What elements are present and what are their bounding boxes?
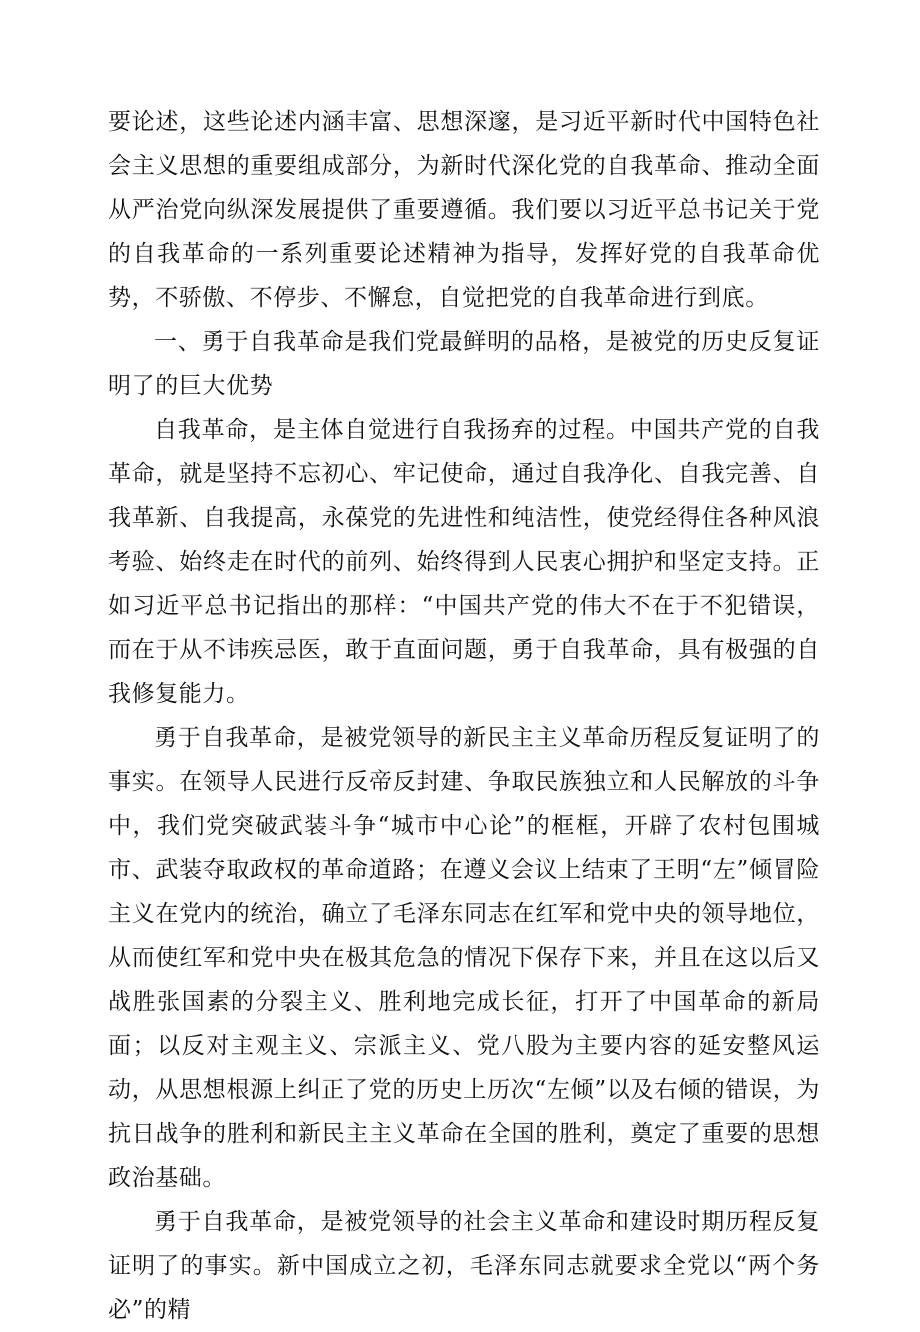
paragraph-intro: 要论述，这些论述内涵丰富、思想深邃，是习近平新时代中国特色社会主义思想的重要组成部分，为新时代深化党的自我革命、推动全面从严治党向纵深发展提供了重要遵循。我们要以习近平总书记关于党的自我革命的一系列重要论述精神为指导，发挥好党的自我革命优势，不骄傲、不停步、不懈怠，自觉把党的自我革命进行到底。 bbox=[108, 109, 820, 311]
paragraph-socialist-construction: 勇于自我革命，是被党领导的社会主义革命和建设时期历程反复证明了的事实。新中国成立之初，毛泽东同志就要求全党以“两个务必”的精 bbox=[108, 1209, 820, 1323]
paragraph-new-democratic-revolution: 勇于自我革命，是被党领导的新民主主义革命历程反复证明了的事实。在领导人民进行反帝反封建、争取民族独立和人民解放的斗争中，我们党突破武装斗争“城市中心论”的框框，开辟了农村包围城市、武装夺取政权的革命道路；在遵义会议上结束了王明“左”倾冒险主义在党内的统治，确立了毛泽东同志在红军和党中央的领导地位，从而使红军和党中央在极其危急的情况下保存下来，并且在这以后又战胜张国素的分裂主义、胜利地完成长征，打开了中国革命的新局面；以反对主观主义、宗派主义、党八股为主要内容的延安整风运动，从思想根源上纠正了党的历史上历次“左倾”以及右倾的错误，为抗日战争的胜利和新民主主义革命在全国的胜利，奠定了重要的思想政治基础。 bbox=[108, 725, 820, 1191]
section-heading-1: 一、勇于自我革命是我们党最鲜明的品格，是被党的历史反复证明了的巨大优势 bbox=[108, 329, 820, 399]
paragraph-self-revolution-definition: 自我革命，是主体自觉进行自我扬弃的过程。中国共产党的自我革命，就是坚持不忘初心、牢记使命，通过自我净化、自我完善、自我革新、自我提高，永葆党的先进性和纯洁性，使党经得住各种风浪考验、始终走在时代的前列、始终得到人民衷心拥护和坚定支持。正如习近平总书记指出的那样：“中国共产党的伟大不在于不犯错误，而在于从不讳疾忌医，敢于直面问题，勇于自我革命，具有极强的自我修复能力。 bbox=[108, 417, 820, 707]
document-body bbox=[108, 100, 820, 1332]
